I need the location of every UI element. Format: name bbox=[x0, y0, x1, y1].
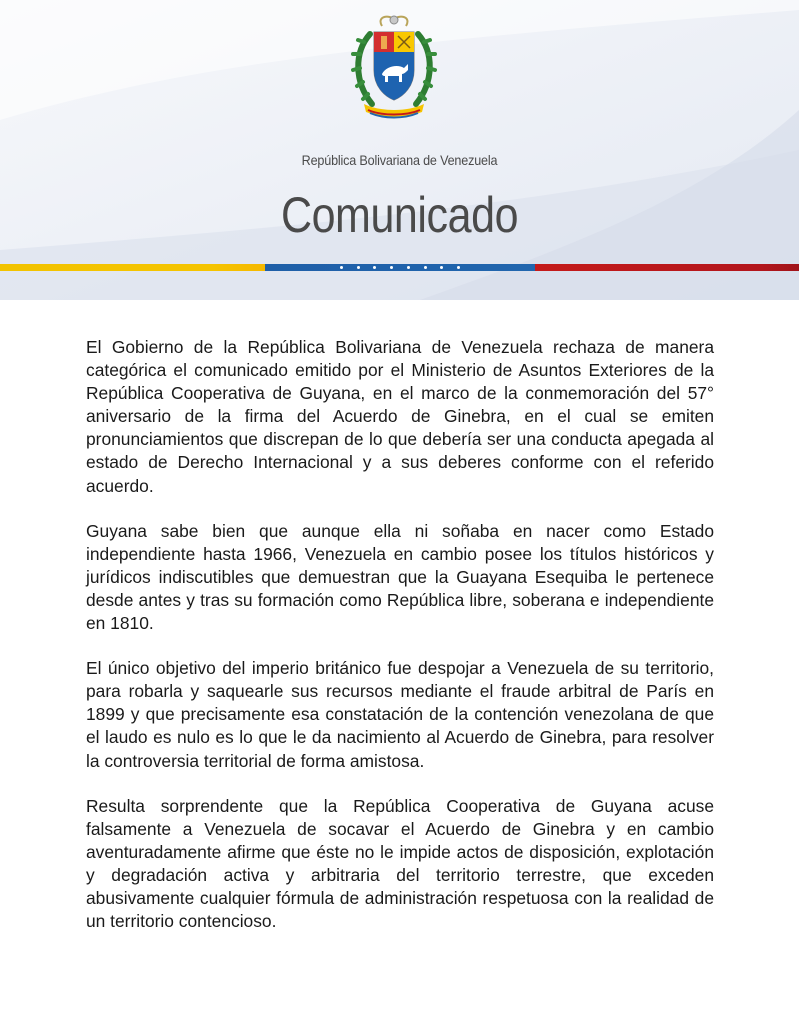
paragraph: Guyana sabe bien que aunque ella ni soñaba en nacer como Estado independiente hasta 1966, Venezuela en cambio posee los títulos históricos y jurídicos indiscutibles que demuestran que la Guayana Esequiba le pertenece desde antes y tras su formación como República libre, soberana e independiente en 1810. bbox=[86, 520, 714, 634]
paragraph: Resulta sorprendente que la República Cooperativa de Guyana acuse falsamente a Venezuela de socavar el Acuerdo de Ginebra y en cambio aventuradamente afirme que éste no le impide actos de disposición, explotación y degradación activa y arbitraria del territorio terrestre, que exceden abusivamente cualquier fórmula de administración respetuosa con la realidad de un territorio contencioso. bbox=[86, 795, 714, 932]
star-icon bbox=[424, 266, 427, 269]
letterhead bbox=[0, 0, 799, 300]
flag-yellow-stripe bbox=[0, 264, 265, 271]
star-icon bbox=[357, 266, 360, 269]
flag-stars bbox=[340, 264, 460, 271]
star-icon bbox=[390, 266, 393, 269]
flag-red-stripe bbox=[535, 264, 799, 271]
star-icon bbox=[373, 266, 376, 269]
star-icon bbox=[340, 266, 343, 269]
star-icon bbox=[457, 266, 460, 269]
star-icon bbox=[407, 266, 410, 269]
paragraph: El único objetivo del imperio británico fue despojar a Venezuela de su territorio, para robarla y saquearle sus recursos mediante el fraude arbitral de París en 1899 y que precisamente esa constatación de la contención venezolana de que el laudo es nulo es lo que le da nacimiento al Acuerdo de Ginebra, para resolver la controversia territorial de forma amistosa. bbox=[86, 658, 714, 771]
star-icon bbox=[440, 266, 443, 269]
paragraph: El Gobierno de la República Bolivariana de Venezuela rechaza de manera categórica el comunicado emitido por el Ministerio de Asuntos Exteriores de la República Cooperativa de Guyana, en el marco de la conmemoración del 57° aniversario de la firma del Acuerdo de Ginebra, en el cual se emiten pronunciamientos que discrepan de lo que debería ser una conducta apegada al estado de Derecho Internacional y a sus deberes conforme con el referido acuerdo. bbox=[86, 337, 714, 496]
statement-body bbox=[86, 336, 714, 955]
document-title: Comunicado bbox=[280, 187, 519, 243]
republic-name: República Bolivariana de Venezuela bbox=[301, 152, 498, 168]
coat-of-arms-emblem bbox=[346, 12, 442, 122]
